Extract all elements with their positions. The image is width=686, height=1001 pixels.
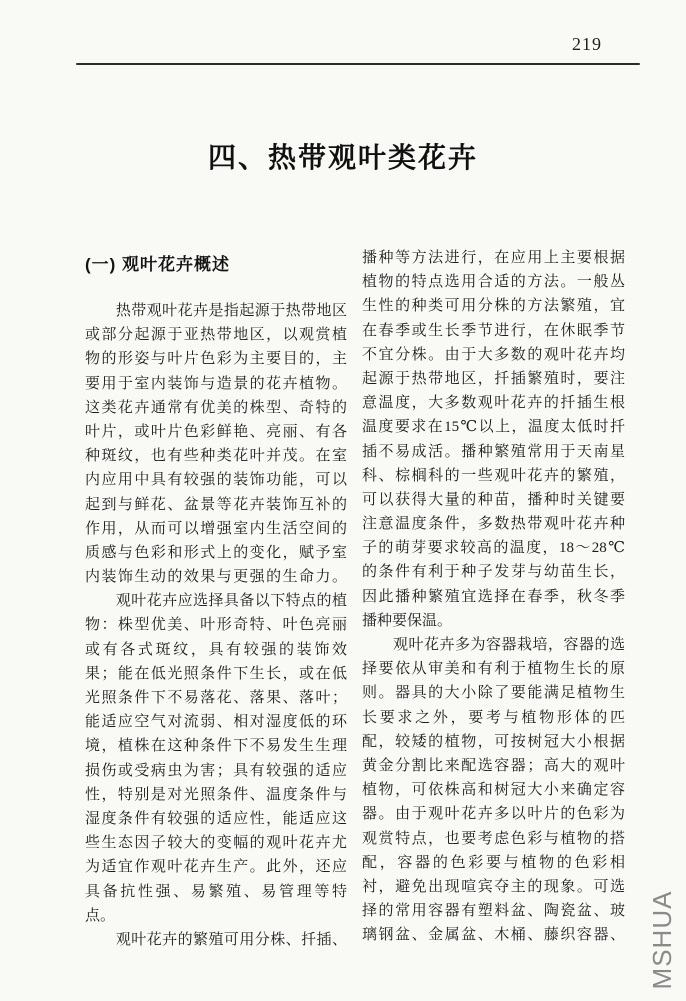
text-line: 具备抗性强、易繁殖、易管理等特 [85, 883, 347, 900]
text-line: 温度要求在15℃以上，温度太低时扦 [362, 419, 625, 436]
text-line: 科、棕榈科的一些观叶花卉的繁殖， [362, 467, 625, 484]
text-line: 择要依从审美和有利于植物生长的原 [362, 661, 625, 678]
text-line: 内装饰生动的效果与更强的生命力。 [85, 569, 347, 586]
right-column [362, 246, 625, 947]
left-column-text [85, 299, 347, 952]
text-line: 质感与色彩和形式上的变化，赋予室 [85, 544, 347, 561]
text-line: 或有各式斑纹，具有较强的装饰效 [85, 641, 347, 658]
text-line: 观叶花卉多为容器栽培，容器的选 [362, 637, 625, 653]
text-line: 黄金分割比来配选容器；高大的观叶 [362, 757, 625, 774]
section-heading: (一) 观叶花卉概述 [85, 255, 231, 274]
text-line: 植物的特点选用合适的方法。一般丛 [362, 274, 625, 291]
text-line: 湿度条件有较强的适应性，能适应这 [85, 810, 347, 827]
text-line: 则。器具的大小除了要能满足植物生 [362, 685, 625, 702]
right-column-text [362, 246, 625, 947]
text-line: 损伤或受病虫为害；具有较强的适应 [85, 762, 347, 779]
text-line: 境，植株在这种条件下不易发生生理 [85, 738, 347, 755]
text-line: 观叶花卉的繁殖可用分株、扦插、 [85, 931, 347, 948]
text-line: 叶片，或叶片色彩鲜艳、亮丽、有各 [85, 423, 347, 440]
text-line: 光照条件下不易落花、落果、落叶； [85, 690, 347, 706]
header-rule [76, 63, 640, 65]
text-line: 配，容器的色彩要与植物的色彩相 [362, 854, 625, 871]
text-line: 起到与鲜花、盆景等花卉装饰互补的 [85, 496, 347, 513]
text-line: 择的常用容器有塑料盆、陶瓷盆、玻 [362, 903, 625, 920]
text-line: 播种要保温。 [362, 612, 453, 629]
left-column [85, 252, 347, 952]
text-line: 起源于热带地区，扦插繁殖时，要注 [362, 370, 625, 387]
text-line: 在春季或生长季节进行，在休眠季节 [362, 322, 625, 339]
page-title: 四、热带观叶类花卉 [207, 142, 478, 173]
text-line: 热带观叶花卉是指起源于热带地区 [85, 303, 347, 319]
text-line: 性，特别是对光照条件、温度条件与 [85, 786, 347, 803]
text-line: 配，较矮的植物，可按树冠大小根据 [362, 733, 625, 750]
text-line: 要用于室内装饰与造景的花卉植物。 [85, 375, 347, 392]
text-line: 能适应空气对流弱、相对湿度低的环 [85, 714, 347, 731]
text-line: 播种等方法进行，在应用上主要根据 [362, 250, 625, 266]
text-line: 可以获得大量的种苗，播种时关键要 [362, 491, 625, 508]
text-line: 意温度，大多数观叶花卉的扦插生根 [362, 395, 625, 412]
text-line: 插不易成活。播种繁殖常用于天南星 [362, 443, 625, 460]
text-line: 子的萌芽要求较高的温度，18～28℃ [362, 540, 625, 557]
watermark: MSHUA [647, 890, 677, 990]
text-line: 果；能在低光照条件下生长，或在低 [85, 665, 347, 682]
page-number: 219 [572, 34, 602, 54]
text-line: 的条件有利于种子发芽与幼苗生长， [362, 564, 625, 581]
text-line: 璃钢盆、金属盆、木桶、藤织容器、 [362, 927, 625, 944]
text-line: 物：株型优美、叶形奇特、叶色亮丽 [85, 617, 347, 634]
text-line: 这类花卉通常有优美的株型、奇特的 [85, 399, 347, 416]
text-line: 为适宜作观叶花卉生产。此外，还应 [85, 859, 347, 876]
text-line: 些生态因子较大的变幅的观叶花卉尤 [85, 835, 347, 852]
text-line: 长要求之外，要考与植物形体的匹 [362, 709, 625, 726]
text-line: 种斑纹，也有些种类花叶并茂。在室 [85, 448, 347, 465]
text-line: 观赏特点，也要考虑色彩与植物的搭 [362, 830, 625, 847]
text-line: 或部分起源于亚热带地区，以观赏植 [85, 327, 347, 344]
text-line: 器。由于观叶花卉多以叶片的色彩为 [362, 806, 625, 823]
text-line: 点。 [85, 907, 116, 924]
text-line: 不宜分株。由于大多数的观叶花卉均 [362, 346, 625, 363]
text-line: 内应用中具有较强的装饰功能，可以 [85, 472, 347, 489]
text-line: 生性的种类可用分株的方法繁殖，宜 [362, 298, 625, 315]
text-line: 观叶花卉应选择具备以下特点的植 [85, 593, 347, 610]
text-line: 衬，避免出现喧宾夺主的现象。可选 [362, 878, 625, 895]
text-line: 植物，可依株高和树冠大小来确定容 [362, 782, 625, 799]
text-line: 因此播种繁殖宜选择在春季，秋冬季 [362, 588, 625, 605]
text-line: 注意温度条件，多数热带观叶花卉种 [362, 516, 625, 533]
text-line: 作用，从而可以增强室内生活空间的 [85, 520, 347, 537]
text-line: 物的形姿与叶片色彩为主要目的，主 [85, 351, 347, 368]
